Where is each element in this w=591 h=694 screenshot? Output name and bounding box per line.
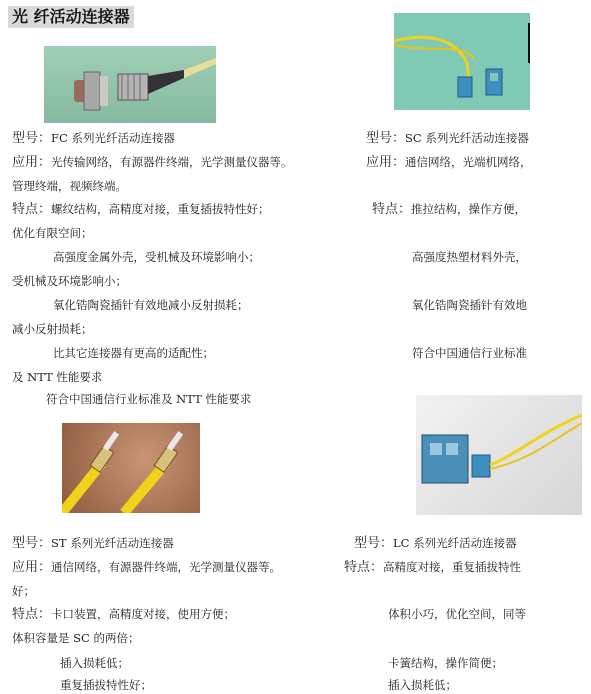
fc-feature-4: 符合中国通信行业标准及 NTT 性能要求: [46, 392, 252, 406]
lc-model-label: 型号：: [354, 536, 394, 551]
sc-use-label: 应用：: [366, 155, 406, 170]
sc-feature-3: 符合中国通信行业标准: [412, 346, 527, 360]
lc-model-line: [354, 536, 517, 551]
fc-feature-label: 特点：: [12, 202, 52, 217]
st-use-cont: 好；: [12, 584, 35, 598]
sc-model-value: SC 系列光纤活动连接器: [405, 131, 529, 145]
fc-connector-photo: [44, 46, 216, 123]
sc-use-line: [366, 155, 532, 170]
fc-feature-value: 螺纹结构，高精度对接，重复插拔特性好；: [51, 202, 270, 216]
page-title: 光 纤活动连接器: [8, 6, 134, 28]
sc-connector-photo: [394, 13, 530, 110]
fc-use-label: 应用：: [12, 155, 52, 170]
sc-model-label: 型号：: [366, 131, 406, 146]
lc-feature-value: 高精度对接，重复插拔特性: [383, 560, 522, 574]
lc-feature-3: 插入损耗低；: [388, 678, 457, 692]
st-feature-1: 插入损耗低；: [60, 656, 129, 670]
st-feature-line: [12, 607, 235, 622]
fc-feature-2: 氧化锆陶瓷插针有效地减小反射损耗；: [53, 298, 249, 312]
fc-model-label: 型号：: [12, 131, 52, 146]
fc-feature-2-cont: 减小反射损耗；: [12, 322, 93, 336]
lc-feature-2: 卡簧结构，操作简便；: [388, 656, 503, 670]
st-model-label: 型号：: [12, 536, 52, 551]
lc-feature-1: 体积小巧，优化空间，同等: [388, 607, 526, 621]
fc-use-cont: 管理终端，视频终端。: [12, 179, 127, 193]
sc-use-value: 通信网络，光端机网络，: [405, 155, 532, 169]
sc-feature-value: 推拉结构，操作方便，: [411, 202, 527, 216]
st-feature-label: 特点：: [12, 607, 52, 622]
st-feature-cont: 体积容量是 SC 的两倍；: [12, 631, 140, 645]
sc-feature-2: 氧化锆陶瓷插针有效地: [412, 298, 527, 312]
sc-feature-label: 特点：: [372, 202, 412, 217]
fc-use-value: 光传输网络，有源器件终端，光学测量仪器等。: [51, 155, 293, 169]
st-model-value: ST 系列光纤活动连接器: [51, 536, 174, 550]
lc-feature-line: [344, 560, 521, 575]
fc-model-line: [12, 131, 175, 146]
fc-feature-cont: 优化有限空间；: [12, 226, 93, 240]
lc-feature-label: 特点：: [344, 560, 384, 575]
st-use-label: 应用：: [12, 560, 52, 575]
sc-feature-line: [372, 202, 526, 217]
fc-feature-1-cont: 受机械及环境影响小；: [12, 274, 127, 288]
st-connector-photo: [62, 423, 200, 513]
st-feature-value: 卡口装置，高精度对接，使用方便；: [51, 607, 236, 621]
fc-feature-3: 比其它连接器有更高的适配性；: [53, 346, 214, 360]
st-use-line: [12, 560, 281, 575]
lc-connector-photo: [416, 395, 582, 515]
fc-model-value: FC 系列光纤活动连接器: [51, 131, 175, 145]
lc-model-value: LC 系列光纤活动连接器: [393, 536, 517, 550]
sc-feature-1: 高强度热塑材料外壳，: [412, 250, 527, 264]
st-feature-2: 重复插拔特性好；: [60, 678, 152, 692]
fc-feature-1: 高强度金属外壳，受机械及环境影响小；: [53, 250, 260, 264]
st-model-line: [12, 536, 174, 551]
fc-feature-line: [12, 202, 270, 217]
fc-feature-3-cont: 及 NTT 性能要求: [12, 370, 103, 384]
st-use-value: 通信网络，有源器件终端，光学测量仪器等。: [51, 560, 282, 574]
fc-use-line: [12, 155, 293, 170]
sc-model-line: [366, 131, 529, 146]
